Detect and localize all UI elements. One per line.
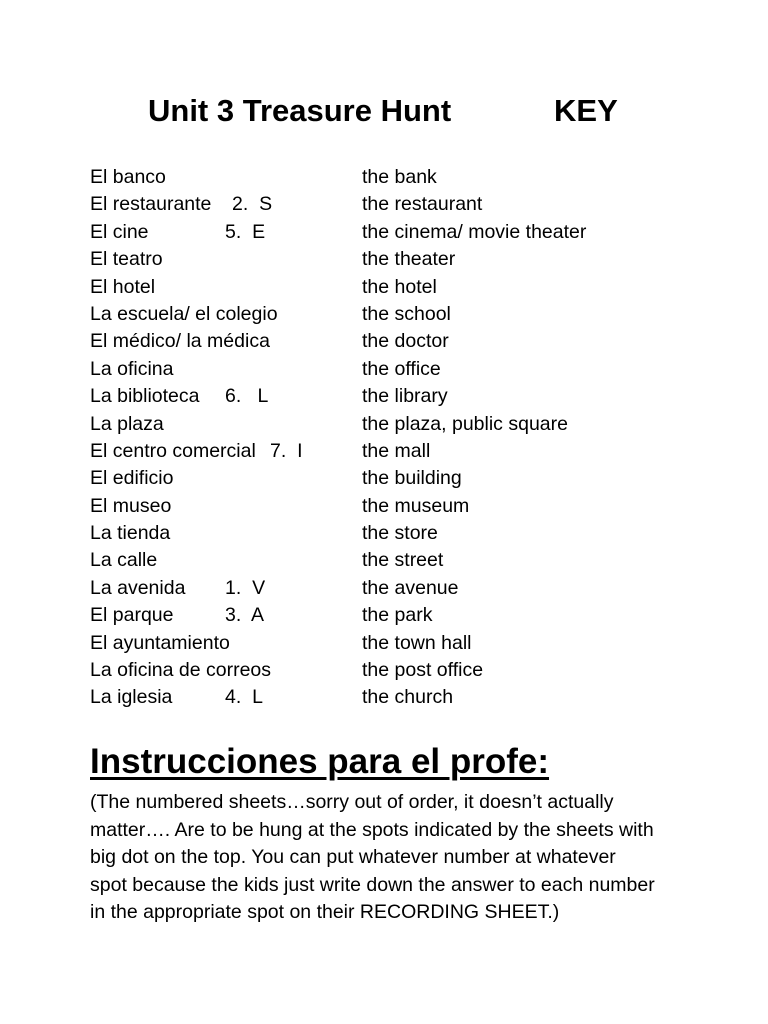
key-label: KEY (554, 93, 618, 128)
vocab-row (90, 438, 710, 465)
english-translation: the street (362, 549, 444, 572)
answer-mark: 1. V (225, 576, 266, 599)
spanish-term: La avenida (90, 576, 186, 599)
spanish-term: La iglesia (90, 686, 173, 709)
spanish-term: El edificio (90, 467, 174, 490)
spanish-term: El ayuntamiento (90, 631, 230, 654)
vocabulary-list (90, 164, 710, 712)
answer-mark: 2. S (232, 193, 273, 216)
english-translation: the theater (362, 248, 456, 271)
spanish-term: La tienda (90, 522, 171, 545)
page-title (148, 93, 618, 129)
spanish-term: El médico/ la médica (90, 330, 270, 353)
vocab-row (90, 684, 710, 711)
spanish-term: El parque (90, 604, 174, 627)
vocab-row (90, 191, 710, 218)
spanish-term: La oficina (90, 357, 174, 380)
spanish-term: El museo (90, 494, 172, 517)
answer-mark: 7. I (270, 439, 303, 462)
vocab-row (90, 164, 710, 191)
english-translation: the store (362, 522, 438, 545)
english-translation: the mall (362, 439, 431, 462)
instructions-line: matter…. Are to be hung at the spots indicated by the sheets with (90, 818, 654, 841)
vocab-row (90, 219, 710, 246)
spanish-term: La plaza (90, 412, 164, 435)
vocab-row (90, 411, 710, 438)
instructions-line: spot because the kids just write down the answer to each number (90, 873, 655, 896)
english-translation: the museum (362, 494, 470, 517)
answer-mark: 5. E (225, 220, 266, 243)
instructions-line: in the appropriate spot on their RECORDING SHEET.) (90, 901, 560, 923)
instructions-line: (The numbered sheets…sorry out of order, it doesn’t actually (90, 791, 614, 813)
spanish-term: El cine (90, 220, 149, 243)
vocab-row (90, 547, 710, 574)
english-translation: the restaurant (362, 193, 483, 216)
english-translation: the doctor (362, 330, 449, 353)
answer-mark: 4. L (225, 686, 263, 709)
title-text: Unit 3 Treasure Hunt (148, 93, 452, 128)
spanish-term: La escuela/ el colegio (90, 302, 278, 325)
vocab-row (90, 301, 710, 328)
english-translation: the church (362, 686, 454, 709)
vocab-row (90, 356, 710, 383)
spanish-term: La biblioteca (90, 385, 200, 408)
english-translation: the bank (362, 166, 437, 188)
spanish-term: El restaurante (90, 193, 212, 216)
spanish-term: El hotel (90, 275, 156, 298)
instructions-heading: Instrucciones para el profe: (90, 742, 550, 781)
english-translation: the park (362, 604, 433, 627)
spanish-term: La calle (90, 549, 158, 572)
vocab-row (90, 657, 710, 684)
instructions-line: big dot on the top. You can put whatever number at whatever (90, 846, 616, 868)
vocab-row (90, 520, 710, 547)
spanish-term: El centro comercial (90, 439, 256, 462)
vocab-row (90, 602, 710, 629)
spanish-term: El banco (90, 166, 166, 188)
english-translation: the post office (362, 659, 484, 682)
vocab-row (90, 383, 710, 410)
spanish-term: El teatro (90, 248, 163, 271)
english-translation: the cinema/ movie theater (362, 220, 587, 243)
answer-mark: 6. L (225, 385, 269, 408)
vocab-row (90, 246, 710, 273)
vocab-row (90, 493, 710, 520)
english-translation: the hotel (362, 275, 437, 298)
english-translation: the town hall (362, 631, 472, 654)
vocab-row (90, 274, 710, 301)
vocab-row (90, 630, 710, 657)
english-translation: the office (362, 357, 441, 380)
spanish-term: La oficina de correos (90, 659, 272, 682)
english-translation: the building (362, 467, 462, 490)
answer-mark: 3. A (225, 604, 265, 627)
english-translation: the library (362, 385, 448, 408)
english-translation: the plaza, public square (362, 412, 568, 435)
vocab-row (90, 575, 710, 602)
vocab-row (90, 328, 710, 355)
vocab-row (90, 465, 710, 492)
english-translation: the school (362, 302, 451, 325)
english-translation: the avenue (362, 576, 459, 599)
instructions-text (90, 789, 690, 927)
